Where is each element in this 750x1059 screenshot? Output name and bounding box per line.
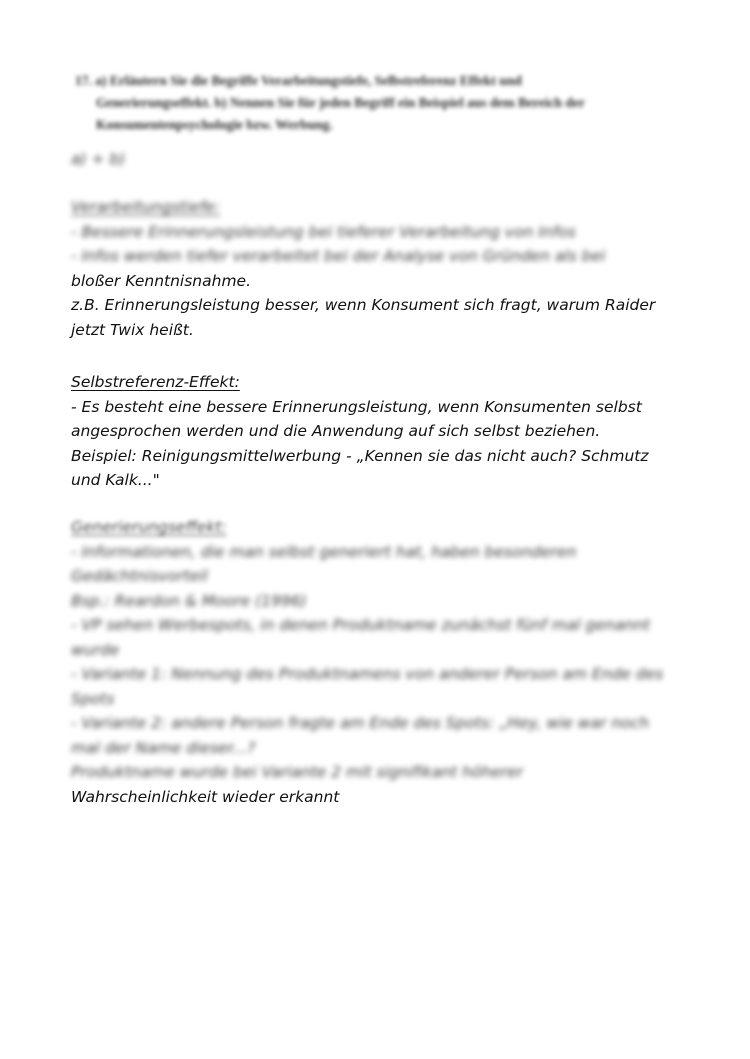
section-selbstreferenz: [71, 370, 691, 493]
question-line: Generierungseffekt. b) Nennen Sie für jeden Begriff ein Beispiel aus dem Bereich der: [96, 95, 585, 110]
note-line: - Bessere Erinnerungsleistung bei tieferer Verarbeitung von Infos: [71, 222, 576, 241]
note-line: wurde: [71, 640, 120, 659]
note-line: bloßer Kenntnisnahme.: [71, 271, 252, 290]
note-line: Gedächtnisvorteil: [71, 567, 208, 585]
section-heading: Selbstreferenz-Effekt:: [71, 373, 240, 391]
note-line: - Variante 1: Nennung des Produktnamens von anderer Person am Ende des: [71, 665, 664, 683]
note-line: und Kalk...": [71, 471, 160, 489]
note-line: z.B. Erinnerungsleistung besser, wenn Konsument sich fragt, warum Raider: [71, 296, 656, 314]
section-verarbeitungstiefe: [71, 195, 691, 342]
note-line: Bsp.: Reardon & Moore (1996): [71, 591, 307, 610]
section-heading: Generierungseffekt:: [71, 518, 227, 536]
answer-part-label-text: a) + b): [71, 150, 126, 168]
note-line: - Es besteht eine bessere Erinnerungsleistung, wenn Konsumenten selbst: [71, 397, 642, 416]
note-line: - Infos werden tiefer verarbeitet bei der Analyse von Gründen als bei: [71, 247, 606, 265]
note-line: - Variante 2: andere Person fragte am Ende des Spots: „Hey, wie war noch: [71, 714, 649, 732]
note-line: - VP sehen Werbespots, in denen Produktname zunächst fünf mal genannt: [71, 616, 650, 634]
note-line: Spots: [71, 689, 115, 708]
question-line: 17. a) Erläutern Sie die Begriffe Verarbeitungstiefe, Selbstreferenz Effekt und: [75, 73, 522, 88]
question-text: [75, 70, 675, 136]
note-line: Produktname wurde bei Variante 2 mit signifikant höherer: [71, 763, 524, 781]
section-heading: Verarbeitungstiefe:: [71, 198, 220, 216]
note-line: angesprochen werden und die Anwendung auf sich selbst beziehen.: [71, 422, 601, 440]
question-line: Konsumentenpsychologie bzw. Werbung.: [96, 117, 333, 132]
note-line: Wahrscheinlichkeit wieder erkannt: [71, 787, 340, 806]
note-line: Beispiel: Reinigungsmittelwerbung - „Kennen sie das nicht auch? Schmutz: [71, 446, 649, 465]
note-line: mal der Name dieser...?: [71, 738, 256, 757]
answer-part-label: [71, 147, 691, 172]
note-line: jetzt Twix heißt.: [71, 320, 194, 339]
section-generierungseffekt: [71, 515, 691, 809]
note-line: - Informationen, die man selbst generiert hat, haben besonderen: [71, 542, 577, 561]
